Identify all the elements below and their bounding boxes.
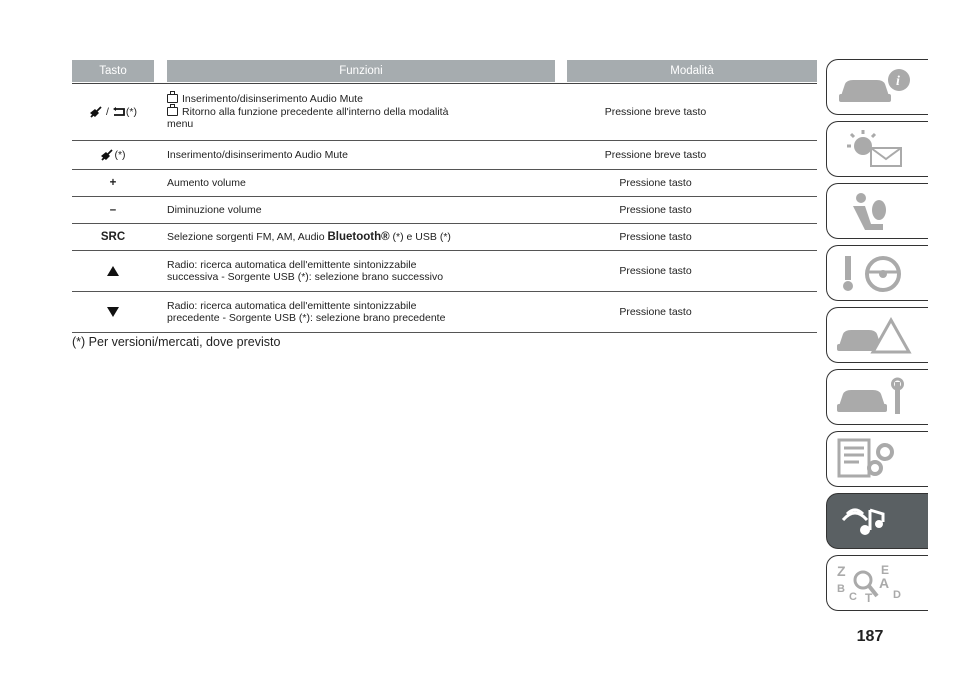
key-cell: +: [109, 177, 117, 189]
key-cell: –: [109, 204, 117, 216]
key-separator: /: [105, 106, 109, 118]
key-note: (*): [114, 149, 126, 161]
svg-text:C: C: [849, 591, 857, 603]
car-maintenance-icon: [835, 376, 915, 418]
table-row: [72, 197, 817, 224]
mode-cell: Pressione breve tasto: [604, 149, 707, 161]
svg-text:Z: Z: [837, 563, 846, 579]
arrow-up-icon: [107, 266, 119, 276]
footnote: (*) Per versioni/mercati, dove previsto: [72, 335, 281, 349]
table-row: [72, 224, 817, 251]
mute-icon: [100, 148, 114, 162]
function-cell: [167, 141, 485, 169]
car-info-icon: [835, 66, 915, 108]
key-cell: [72, 292, 154, 332]
tab-starting-driving[interactable]: [826, 245, 928, 301]
function-cell: [167, 84, 485, 140]
mode-cell: Pressione tasto: [619, 306, 692, 318]
mode-cell: Pressione breve tasto: [604, 106, 707, 118]
header-mode: Modalità: [567, 60, 817, 82]
alphabetical-index-icon: [835, 562, 915, 604]
key-cell: [72, 251, 154, 291]
function-line: Aumento volume: [167, 176, 246, 189]
function-line: Inserimento/disinserimento Audio Mute: [182, 93, 363, 106]
function-cell: [167, 170, 485, 196]
function-line: menu: [167, 118, 194, 131]
header-functions: Funzioni: [167, 60, 555, 82]
technical-data-icon: [835, 438, 915, 480]
tab-index[interactable]: [826, 555, 928, 611]
table-row: [72, 141, 817, 170]
arrow-down-icon: [107, 307, 119, 317]
svg-text:D: D: [893, 589, 901, 601]
bluetooth-label: Bluetooth®: [327, 230, 390, 243]
table-body: [72, 83, 817, 324]
emergency-icon: [835, 314, 915, 356]
function-line: successiva - Sorgente USB (*): selezione brano successivo: [167, 271, 444, 283]
svg-text:i: i: [896, 74, 900, 89]
tab-maintenance[interactable]: [826, 369, 928, 425]
function-line: Diminuzione volume: [167, 203, 262, 216]
seat-airbag-icon: [835, 190, 915, 232]
tab-warning-lights[interactable]: [826, 121, 928, 177]
bullet-icon: [167, 94, 178, 103]
svg-text:E: E: [881, 563, 890, 577]
steering-wheel-key-icon: [835, 252, 915, 294]
key-cell: [72, 141, 154, 169]
mode-cell: Pressione tasto: [619, 231, 692, 243]
svg-text:A: A: [879, 575, 890, 591]
function-text: Selezione sorgenti FM, AM, Audio: [167, 230, 328, 243]
function-cell: [167, 197, 485, 223]
function-line: Radio: ricerca automatica dell'emittente sintonizzabile: [167, 299, 417, 312]
mode-cell: Pressione tasto: [619, 177, 692, 189]
tab-car-info[interactable]: [826, 59, 928, 115]
tab-multimedia[interactable]: [826, 493, 928, 549]
table-row: [72, 251, 817, 292]
function-line: Inserimento/disinserimento Audio Mute: [167, 148, 348, 161]
tab-emergency[interactable]: [826, 307, 928, 363]
key-cell: SRC: [100, 231, 126, 243]
svg-text:T: T: [865, 591, 873, 604]
multimedia-icon: [835, 500, 915, 542]
table-row: [72, 292, 817, 333]
tab-safety[interactable]: [826, 183, 928, 239]
bullet-icon: [167, 107, 178, 116]
key-cell: [72, 84, 154, 140]
function-line: Radio: ricerca automatica dell'emittente sintonizzabile: [167, 258, 417, 271]
warning-lights-message-icon: [835, 128, 915, 170]
svg-text:B: B: [837, 583, 845, 595]
mode-cell: Pressione tasto: [619, 265, 692, 277]
table-row: [72, 84, 817, 141]
mode-cell: Pressione tasto: [619, 204, 692, 216]
back-arrow-icon: [112, 107, 126, 117]
table-row: [72, 170, 817, 197]
mute-icon: [89, 105, 103, 119]
tab-technical-data[interactable]: [826, 431, 928, 487]
function-cell: [167, 224, 485, 250]
function-cell: [167, 292, 485, 332]
function-line: Ritorno alla funzione precedente all'interno della modalità: [182, 105, 449, 118]
function-line: precedente - Sorgente USB (*): selezione brano precedente: [167, 312, 446, 324]
header-key: Tasto: [72, 60, 154, 82]
key-note: (*): [125, 106, 137, 118]
function-text: (*) e USB (*): [389, 230, 451, 243]
function-cell: [167, 251, 485, 291]
page-number: 187: [856, 628, 884, 645]
